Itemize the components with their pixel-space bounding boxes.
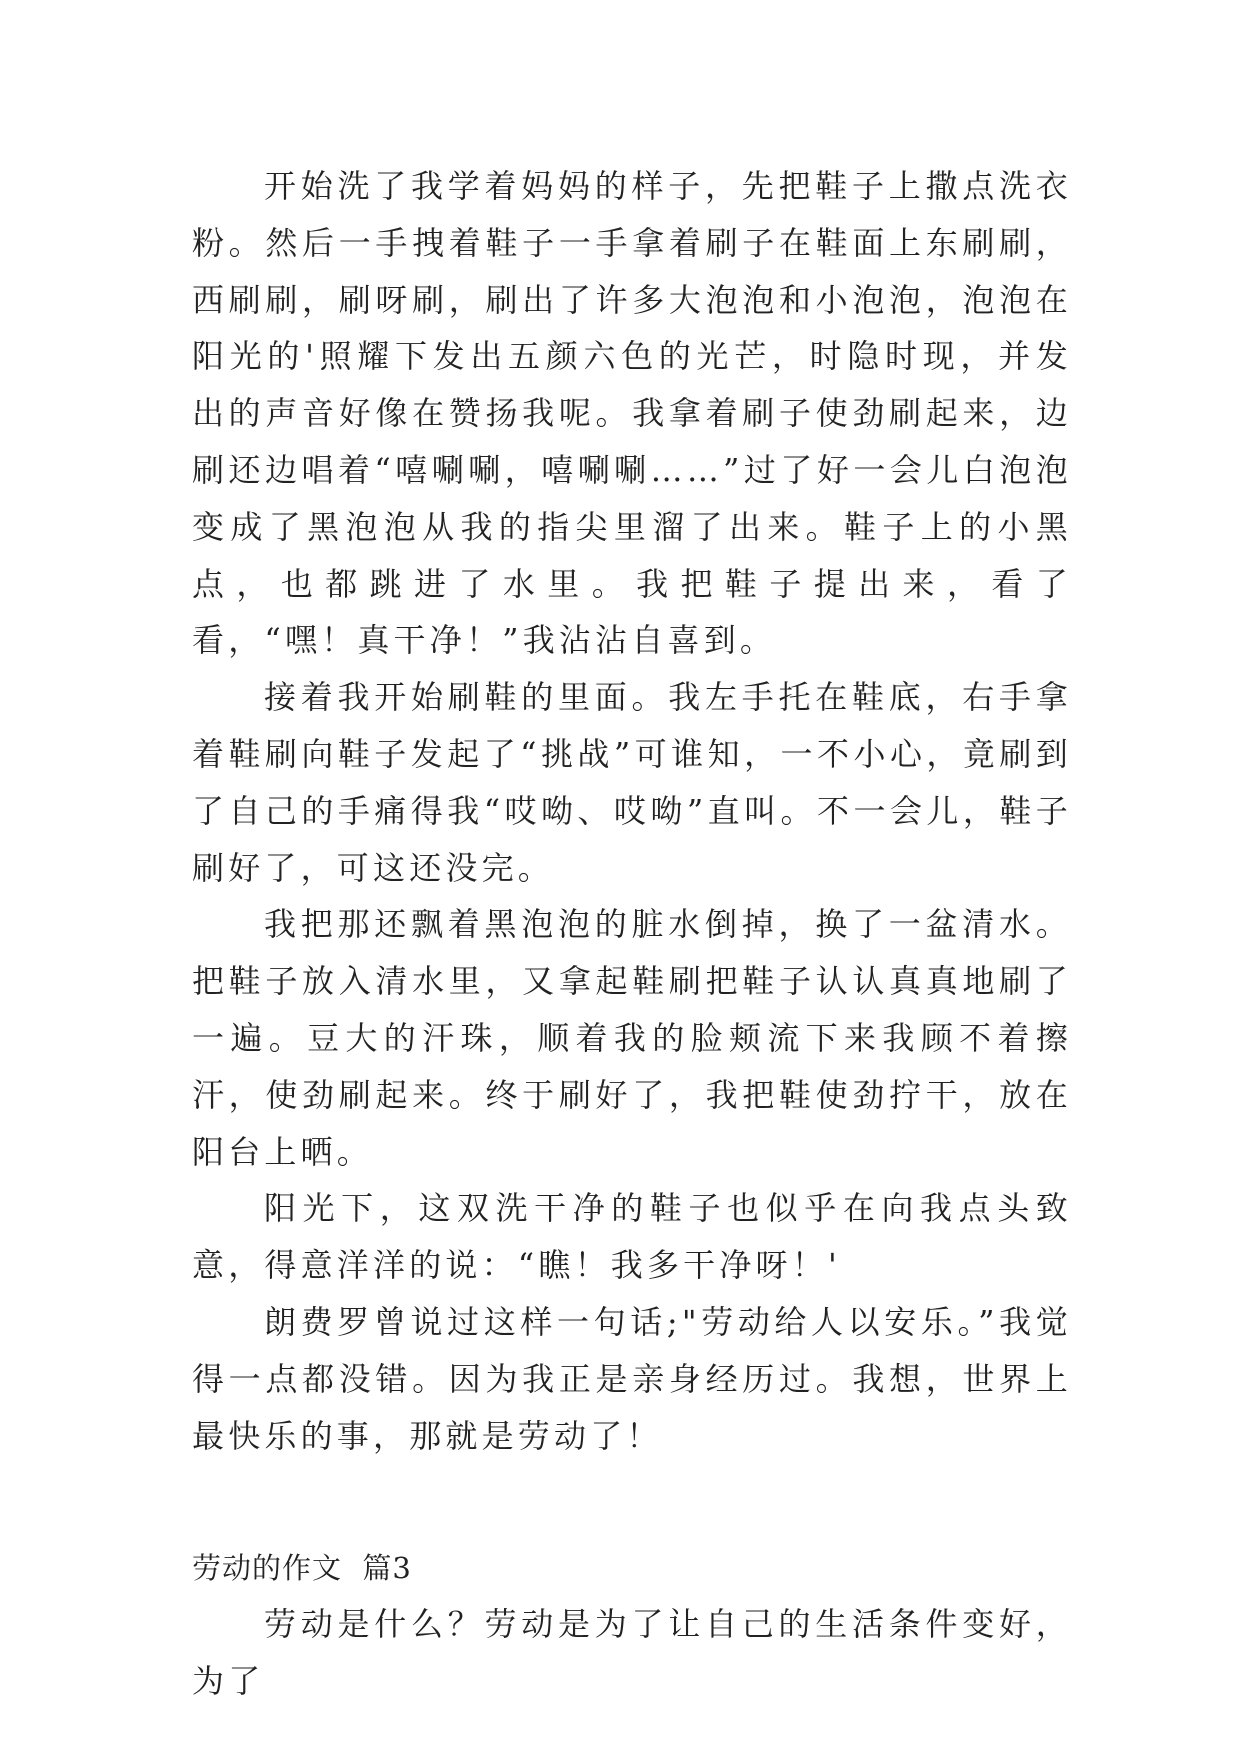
paragraph: 阳光下，这双洗干净的鞋子也似乎在向我点头致意，得意洋洋的说：“瞧！我多干净呀！' — [192, 1189, 1072, 1285]
document-page — [192, 158, 1072, 1710]
paragraph: 劳动是什么？劳动是为了让自己的生活条件变好，为了 — [192, 1605, 1072, 1701]
section-title: 劳动的作文 篇3 — [192, 1551, 412, 1586]
paragraph: 我把那还飘着黑泡泡的脏水倒掉，换了一盆清水。把鞋子放入清水里，又拿起鞋刷把鞋子认认真真地刷了一遍。豆大的汗珠，顺着我的脸颊流下来我顾不着擦汗，使劲刷起来。终于刷好了，我把鞋使劲拧干，放在阳台上晒。 — [192, 905, 1072, 1171]
paragraph: 开始洗了我学着妈妈的样子，先把鞋子上撒点洗衣粉。然后一手拽着鞋子一手拿着刷子在鞋面上东刷刷，西刷刷，刷呀刷，刷出了许多大泡泡和小泡泡，泡泡在阳光的'照耀下发出五颜六色的光芒，时隐时现，并发出的声音好像在赞扬我呢。我拿着刷子使劲刷起来，边刷还边唱着“嘻唰唰，嘻唰唰……”过了好一会儿白泡泡变成了黑泡泡从我的指尖里溜了出来。鞋子上的小黑点，也都跳进了水里。我把鞋子提出来，看了看，“嘿！真干净！”我沾沾自喜到。 — [192, 167, 1072, 660]
paragraph: 朗费罗曾说过这样一句话;"劳动给人以安乐。”我觉得一点都没错。因为我正是亲身经历过。我想，世界上最快乐的事，那就是劳动了！ — [192, 1302, 1072, 1455]
paragraph: 接着我开始刷鞋的里面。我左手托在鞋底，右手拿着鞋刷向鞋子发起了“挑战”可谁知，一不小心，竟刷到了自己的手痛得我“哎呦、哎呦”直叫。不一会儿，鞋子刷好了，可这还没完。 — [192, 678, 1072, 887]
